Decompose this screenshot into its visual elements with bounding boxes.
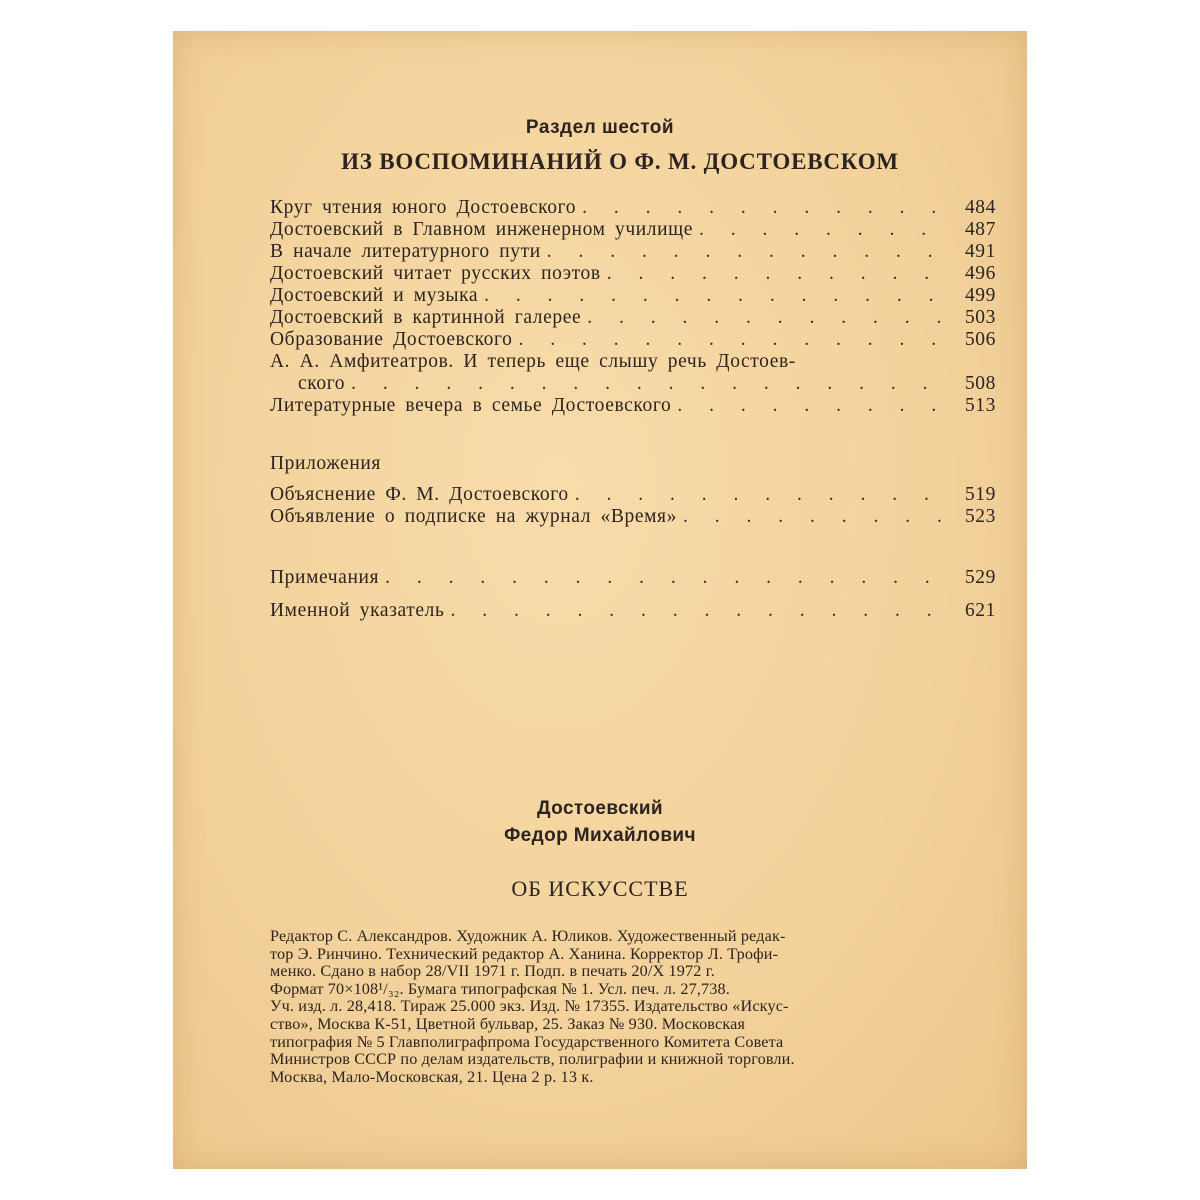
toc-entry-first-line xyxy=(270,351,996,373)
imprint-line: типография № 5 Главполиграфпрома Государственного Комитета Совета xyxy=(270,1032,784,1051)
toc-entry xyxy=(270,594,996,627)
dot-leader xyxy=(385,561,944,594)
toc-entry-page: 499 xyxy=(964,285,996,306)
toc-entry-title: ского xyxy=(298,373,346,394)
imprint-line: Формат 70×108¹/₃₂. Бумага типографская № 1. Усл. печ. л. 27,738. xyxy=(270,979,730,998)
author-given-names: Федор Михайлович xyxy=(504,825,696,846)
toc-entry xyxy=(270,329,996,351)
toc-entry-title: Литературные вечера в семье Достоевского xyxy=(270,395,672,416)
dot-leader xyxy=(547,241,944,263)
toc-entry-title: Примечания xyxy=(270,567,380,588)
imprint-line: тор Э. Ринчино. Технический редактор А. Ханина. Корректор Л. Трофи- xyxy=(270,944,779,963)
toc-entry-title: Образование Достоевского xyxy=(270,329,513,350)
dot-leader xyxy=(351,373,944,395)
imprint-line: Редактор С. Александров. Художник А. Юликов. Художественный редак- xyxy=(270,927,786,945)
toc-entry xyxy=(270,484,996,506)
appendix-list xyxy=(270,484,996,528)
toc-entry-page: 513 xyxy=(964,395,996,416)
dot-leader xyxy=(677,395,944,417)
toc-entry-page: 529 xyxy=(964,567,996,588)
toc-entry xyxy=(270,506,996,528)
dot-leader xyxy=(587,307,944,329)
toc-entry-page: 506 xyxy=(964,329,996,350)
toc-entry-title: В начале литературного пути xyxy=(270,241,541,262)
toc-entry xyxy=(270,219,996,241)
toc-entry-page: 491 xyxy=(964,241,996,262)
dot-leader xyxy=(607,263,944,285)
book-title: ОБ ИСКУССТВЕ xyxy=(511,876,689,901)
section-title: ИЗ ВОСПОМИНАНИЙ О Ф. М. ДОСТОЕВСКОМ xyxy=(341,149,899,174)
toc-entry-page: 487 xyxy=(964,219,996,240)
toc-entry xyxy=(270,395,996,417)
toc-entry-title: Достоевский в картинной галерее xyxy=(270,307,582,328)
dot-leader xyxy=(519,329,945,351)
toc-entry-page: 519 xyxy=(964,484,996,505)
toc-entry xyxy=(270,307,996,329)
appendix-heading: Приложения xyxy=(270,453,381,474)
imprint-block xyxy=(270,928,1002,1086)
toc-entry-page: 496 xyxy=(964,263,996,284)
toc-entry-continuation xyxy=(270,373,996,395)
toc-entry-page: 484 xyxy=(964,197,996,218)
toc-entry xyxy=(270,561,996,594)
dot-leader xyxy=(575,484,944,506)
toc-entry-page: 503 xyxy=(964,307,996,328)
toc-entry xyxy=(270,285,996,307)
toc-entry-title: Круг чтения юного Достоевского xyxy=(270,197,577,218)
imprint-line: менко. Сдано в набор 28/VII 1971 г. Подп. в печать 20/X 1972 г. xyxy=(270,962,715,981)
table-of-contents xyxy=(270,197,996,417)
imprint-line: Москва, Мало-Московская, 21. Цена 2 р. 13 к. xyxy=(270,1067,594,1086)
toc-entry-title: А. А. Амфитеатров. И теперь еще слышу речь Достоев- xyxy=(270,351,796,372)
dot-leader xyxy=(699,219,944,241)
imprint-line: Уч. изд. л. 28,418. Тираж 25.000 экз. Изд. № 17355. Издательство «Искус- xyxy=(270,997,789,1016)
dot-leader xyxy=(582,197,944,219)
toc-entry-page: 508 xyxy=(964,373,996,394)
book-page xyxy=(173,31,1027,1169)
toc-entry-title: Достоевский и музыка xyxy=(270,285,479,306)
toc-entry xyxy=(270,197,996,219)
toc-entry-title: Объяснение Ф. М. Достоевского xyxy=(270,484,569,505)
toc-entry-title: Именной указатель xyxy=(270,600,445,621)
imprint-line: ство», Москва К-51, Цветной бульвар, 25. Заказ № 930. Московская xyxy=(270,1014,746,1033)
toc-entry-page: 621 xyxy=(964,600,996,621)
toc-entry-title: Объявление о подписке на журнал «Время» xyxy=(270,506,677,527)
dot-leader xyxy=(450,594,944,627)
imprint-line: Министров СССР по делам издательств, полиграфии и книжной торговли. xyxy=(270,1050,795,1069)
toc-entry-title: Достоевский читает русских поэтов xyxy=(270,263,601,284)
toc-entry xyxy=(270,263,996,285)
toc-entry-page: 523 xyxy=(964,506,996,527)
dot-leader xyxy=(484,285,944,307)
author-name xyxy=(173,795,1027,849)
back-matter-list xyxy=(270,561,996,627)
section-label: Раздел шестой xyxy=(525,117,675,138)
dot-leader xyxy=(683,506,944,528)
toc-entry xyxy=(270,241,996,263)
toc-entry-title: Достоевский в Главном инженерном училище xyxy=(270,219,694,240)
author-surname: Достоевский xyxy=(537,798,663,819)
